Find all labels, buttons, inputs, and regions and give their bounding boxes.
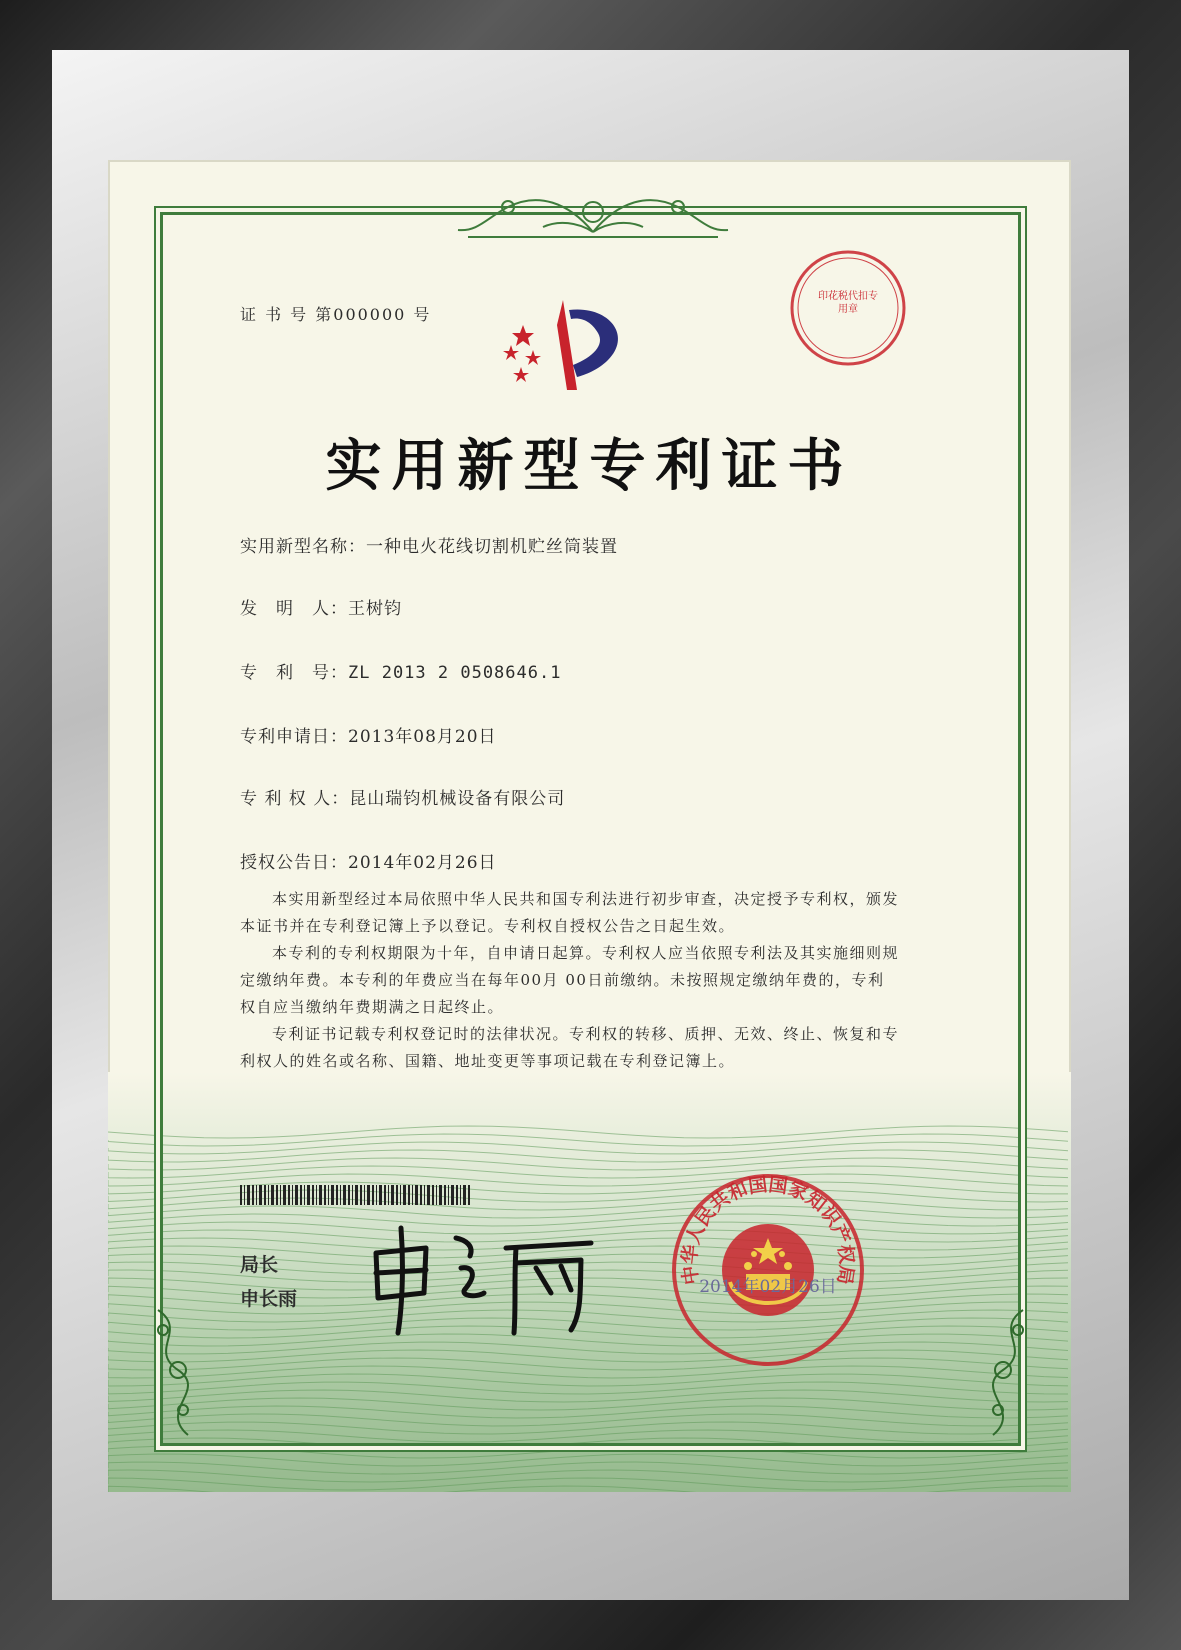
- paragraph-grant: 本实用新型经过本局依照中华人民共和国专利法进行初步审查，决定授予专利权，颁发本证书并在专利登记簿上予以登记。专利权自授权公告之日起生效。: [240, 890, 900, 935]
- field-label: 授权公告日：: [240, 853, 348, 873]
- seal-date: 2014年02月26日: [699, 1277, 837, 1297]
- director-title: 局长: [240, 1254, 279, 1276]
- certificate-number: 证 书 号 第000000 号: [240, 305, 432, 324]
- field-label: 专 利 权 人：: [240, 789, 350, 809]
- guilloche-line: [108, 1470, 1068, 1482]
- field-value: ZL 2013 2 0508646.1: [348, 663, 562, 683]
- barcode: [240, 1185, 470, 1205]
- right-corner-ornament-icon: [963, 1300, 1043, 1440]
- field-value: 昆山瑞钧机械设备有限公司: [349, 789, 566, 809]
- field-grant-date: [240, 848, 497, 873]
- top-ornament-icon: [448, 182, 738, 244]
- certificate-paper: [108, 160, 1071, 1492]
- certificate-title: 实用新型专利证书: [325, 433, 854, 499]
- field-label: 专 利 号：: [240, 663, 348, 683]
- field-inventor: [240, 594, 402, 619]
- director-name: 申长雨: [240, 1288, 298, 1310]
- field-patent-number: [240, 658, 561, 683]
- guilloche-line: [108, 1454, 1068, 1466]
- national-ip-office-seal: [668, 1170, 868, 1370]
- tax-stamp-text: 印花税代扣专用章: [818, 291, 878, 315]
- field-value: 一种电火花线切割机贮丝筒装置: [366, 537, 618, 557]
- guilloche-line: [108, 1486, 1068, 1492]
- field-value: 2014年02月26日: [348, 853, 497, 873]
- field-label: 专利申请日：: [240, 727, 348, 747]
- guilloche-line: [108, 1462, 1068, 1474]
- patent-office-logo-icon: [493, 295, 633, 395]
- field-value: 王树钧: [348, 599, 402, 619]
- seal-ring-text: 中华人民共和国国家知识产权局: [678, 1173, 858, 1287]
- field-application-date: [240, 722, 497, 747]
- field-utility-model-name: [240, 532, 618, 557]
- left-corner-ornament-icon: [138, 1300, 218, 1440]
- tax-stamp-seal: [788, 248, 908, 368]
- field-value: 2013年08月20日: [348, 727, 497, 747]
- handwritten-signature: [366, 1218, 596, 1338]
- paragraph-legal-status: 专利证书记载专利权登记时的法律状况。专利权的转移、质押、无效、终止、恢复和专利权人的姓名或名称、国籍、地址变更等事项记载在专利登记簿上。: [240, 1025, 900, 1070]
- field-label: 发 明 人：: [240, 599, 348, 619]
- field-patentee: [240, 784, 565, 809]
- field-label: 实用新型名称：: [240, 537, 366, 557]
- paragraph-term: 本专利的专利权期限为十年，自申请日起算。专利权人应当依照专利法及其实施细则规定缴纳年费。本专利的年费应当在每年00月 00日前缴纳。未按照规定缴纳年费的，专利权自应当缴纳年费期满之日起终止。: [240, 944, 900, 1016]
